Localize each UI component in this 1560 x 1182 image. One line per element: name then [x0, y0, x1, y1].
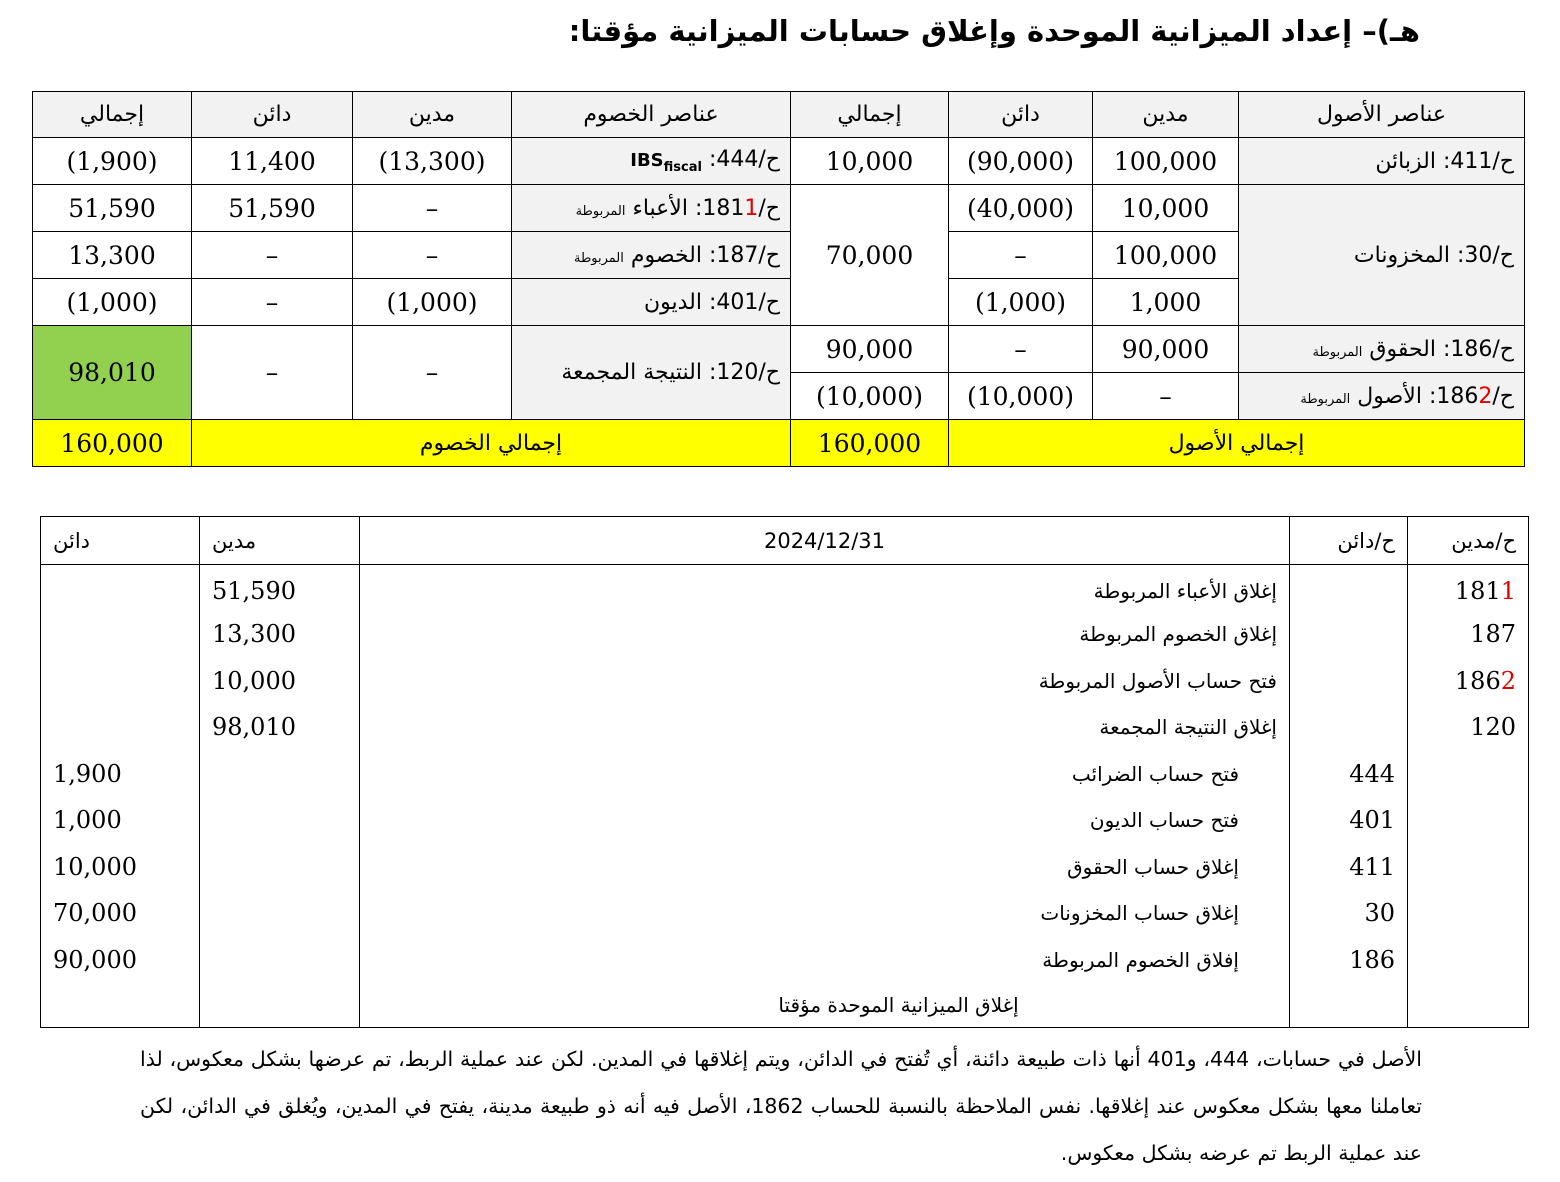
credit-amount	[41, 704, 200, 751]
liab-total-header: إجمالي	[33, 92, 192, 138]
journal-row	[41, 704, 1529, 751]
asset-total: (10,000)	[791, 373, 949, 420]
debit-account	[1408, 890, 1529, 937]
asset-credit: –	[949, 326, 1093, 373]
debit-account	[1408, 797, 1529, 844]
journal-header-row	[41, 517, 1529, 565]
entry-description: إفلاق الخصوم المربوطة	[360, 937, 1290, 984]
asset-label-stocks: ح/30: المخزونات	[1239, 185, 1525, 326]
entry-description: فتح حساب الأصول المربوطة	[360, 658, 1290, 705]
journal-row	[41, 844, 1529, 891]
debit-amount: 10,000	[200, 658, 360, 705]
debit-amount	[200, 890, 360, 937]
liability-credit: –	[192, 232, 353, 279]
asset-credit: (40,000)	[949, 185, 1093, 232]
credit-amount-header: دائن	[41, 517, 200, 565]
asset-debit: 100,000	[1093, 138, 1239, 185]
liability-debit: (1,000)	[353, 279, 512, 326]
debit-amount	[200, 797, 360, 844]
asset-total: 10,000	[791, 138, 949, 185]
assets-header: عناصر الأصول	[1239, 92, 1525, 138]
debit-account	[1408, 983, 1529, 1027]
entry-description: إغلاق النتيجة المجمعة	[360, 704, 1290, 751]
asset-debit: 10,000	[1093, 185, 1239, 232]
total-assets-value: 160,000	[791, 420, 949, 467]
liability-debit: –	[353, 185, 512, 232]
debit-amount-header: مدين	[200, 517, 360, 565]
asset-debit: 90,000	[1093, 326, 1239, 373]
credit-amount: 70,000	[41, 890, 200, 937]
entry-description: إغلاق الأعباء المربوطة	[360, 565, 1290, 612]
debit-account: 1862	[1408, 658, 1529, 705]
assets-debit-header: مدين	[1093, 92, 1239, 138]
debit-amount	[200, 937, 360, 984]
asset-label: ح/186: الحقوق المربوطة	[1239, 326, 1525, 373]
liability-total: 51,590	[33, 185, 192, 232]
total-liabilities-label: إجمالي الخصوم	[192, 420, 791, 467]
assets-credit-header: دائن	[949, 92, 1093, 138]
asset-label: ح/411: الزبائن	[1239, 138, 1525, 185]
debit-account: 120	[1408, 704, 1529, 751]
liabilities-header: عناصر الخصوم	[512, 92, 791, 138]
credit-amount: 1,000	[41, 797, 200, 844]
debit-amount	[200, 983, 360, 1027]
entry-description: إغلاق حساب الحقوق	[360, 844, 1290, 891]
journal-footer-description: إغلاق الميزانية الموحدة مؤقتا	[360, 983, 1290, 1027]
credit-account-header: ح/دائن	[1290, 517, 1408, 565]
debit-amount: 98,010	[200, 704, 360, 751]
journal-row	[41, 890, 1529, 937]
debit-amount	[200, 844, 360, 891]
asset-credit: (10,000)	[949, 373, 1093, 420]
debit-account	[1408, 751, 1529, 798]
credit-account	[1290, 983, 1408, 1027]
entry-description: إغلاق الخصوم المربوطة	[360, 611, 1290, 658]
total-assets-label: إجمالي الأصول	[949, 420, 1525, 467]
credit-account: 401	[1290, 797, 1408, 844]
entry-description: فتح حساب الضرائب	[360, 751, 1290, 798]
debit-account	[1408, 844, 1529, 891]
liability-total: (1,900)	[33, 138, 192, 185]
credit-amount: 1,900	[41, 751, 200, 798]
journal-row	[41, 658, 1529, 705]
liability-debit: –	[353, 326, 512, 420]
balance-row	[33, 138, 1525, 185]
debit-account: 187	[1408, 611, 1529, 658]
credit-account	[1290, 704, 1408, 751]
journal-date: 2024/12/31	[360, 517, 1290, 565]
liab-credit-header: دائن	[192, 92, 353, 138]
credit-account: 186	[1290, 937, 1408, 984]
credit-amount	[41, 611, 200, 658]
asset-debit: 100,000	[1093, 232, 1239, 279]
asset-total-stocks: 70,000	[791, 185, 949, 326]
asset-debit: –	[1093, 373, 1239, 420]
journal-row	[41, 751, 1529, 798]
journal-entry-table	[40, 516, 1529, 1028]
debit-amount: 13,300	[200, 611, 360, 658]
liability-debit: (13,300)	[353, 138, 512, 185]
asset-credit: (90,000)	[949, 138, 1093, 185]
journal-row	[41, 611, 1529, 658]
debit-account: 1811	[1408, 565, 1529, 612]
balance-header-row	[33, 92, 1525, 138]
liability-debit: –	[353, 232, 512, 279]
credit-account	[1290, 611, 1408, 658]
page-title: هـ)– إعداد الميزانية الموحدة وإغلاق حسابات الميزانية مؤقتا:	[568, 14, 1420, 48]
liability-credit: –	[192, 279, 353, 326]
liability-credit: 11,400	[192, 138, 353, 185]
liab-debit-header: مدين	[353, 92, 512, 138]
credit-account: 444	[1290, 751, 1408, 798]
credit-amount	[41, 658, 200, 705]
asset-credit: –	[949, 232, 1093, 279]
asset-debit: 1,000	[1093, 279, 1239, 326]
balance-row	[33, 185, 1525, 232]
liability-label: ح/1811: الأعباء المربوطة	[512, 185, 791, 232]
liability-credit: –	[192, 326, 353, 420]
balance-row	[33, 326, 1525, 373]
consolidated-balance-table	[32, 91, 1525, 467]
explanatory-note: الأصل في حسابات، 444، و401 أنها ذات طبيعة دائنة، أي تُفتح في الدائن، ويتم إغلاقها في المدين. لكن عند عملية الربط، تم عرضها بشكل معكوس، لذا تعاملنا معها بشكل معكوس عند إغلاقها. نفس الملاحظة بالنسبة للحساب 1862، الأصل فيه أنه ذو طبيعة مدينة، يفتح في المدين، ويُغلق في الدائن، لكن عند عملية الربط تم عرضه بشكل معكوس.	[140, 1047, 1422, 1165]
liability-total: 13,300	[33, 232, 192, 279]
assets-total-header: إجمالي	[791, 92, 949, 138]
asset-label: ح/1862: الأصول المربوطة	[1239, 373, 1525, 420]
debit-amount	[200, 751, 360, 798]
journal-row	[41, 565, 1529, 612]
totals-row	[33, 420, 1525, 467]
debit-account	[1408, 937, 1529, 984]
liability-total: (1,000)	[33, 279, 192, 326]
asset-total: 90,000	[791, 326, 949, 373]
liability-label: ح/401: الديون	[512, 279, 791, 326]
journal-row	[41, 937, 1529, 984]
journal-footer-row	[41, 983, 1529, 1027]
credit-amount: 10,000	[41, 844, 200, 891]
journal-row	[41, 797, 1529, 844]
debit-amount: 51,590	[200, 565, 360, 612]
credit-account	[1290, 565, 1408, 612]
credit-amount	[41, 565, 200, 612]
debit-account-header: ح/مدين	[1408, 517, 1529, 565]
entry-description: إغلاق حساب المخزونات	[360, 890, 1290, 937]
total-liabilities-value: 160,000	[33, 420, 192, 467]
entry-description: فتح حساب الديون	[360, 797, 1290, 844]
asset-credit: (1,000)	[949, 279, 1093, 326]
consolidated-result-total: 98,010	[33, 326, 192, 420]
credit-account	[1290, 658, 1408, 705]
credit-amount: 90,000	[41, 937, 200, 984]
liability-label: ح/187: الخصوم المربوطة	[512, 232, 791, 279]
credit-amount	[41, 983, 200, 1027]
liability-label: ح/444: $IBS_{fiscal}$	[512, 138, 791, 185]
liability-label-result: ح/120: النتيجة المجمعة	[512, 326, 791, 420]
credit-account: 30	[1290, 890, 1408, 937]
credit-account: 411	[1290, 844, 1408, 891]
liability-credit: 51,590	[192, 185, 353, 232]
